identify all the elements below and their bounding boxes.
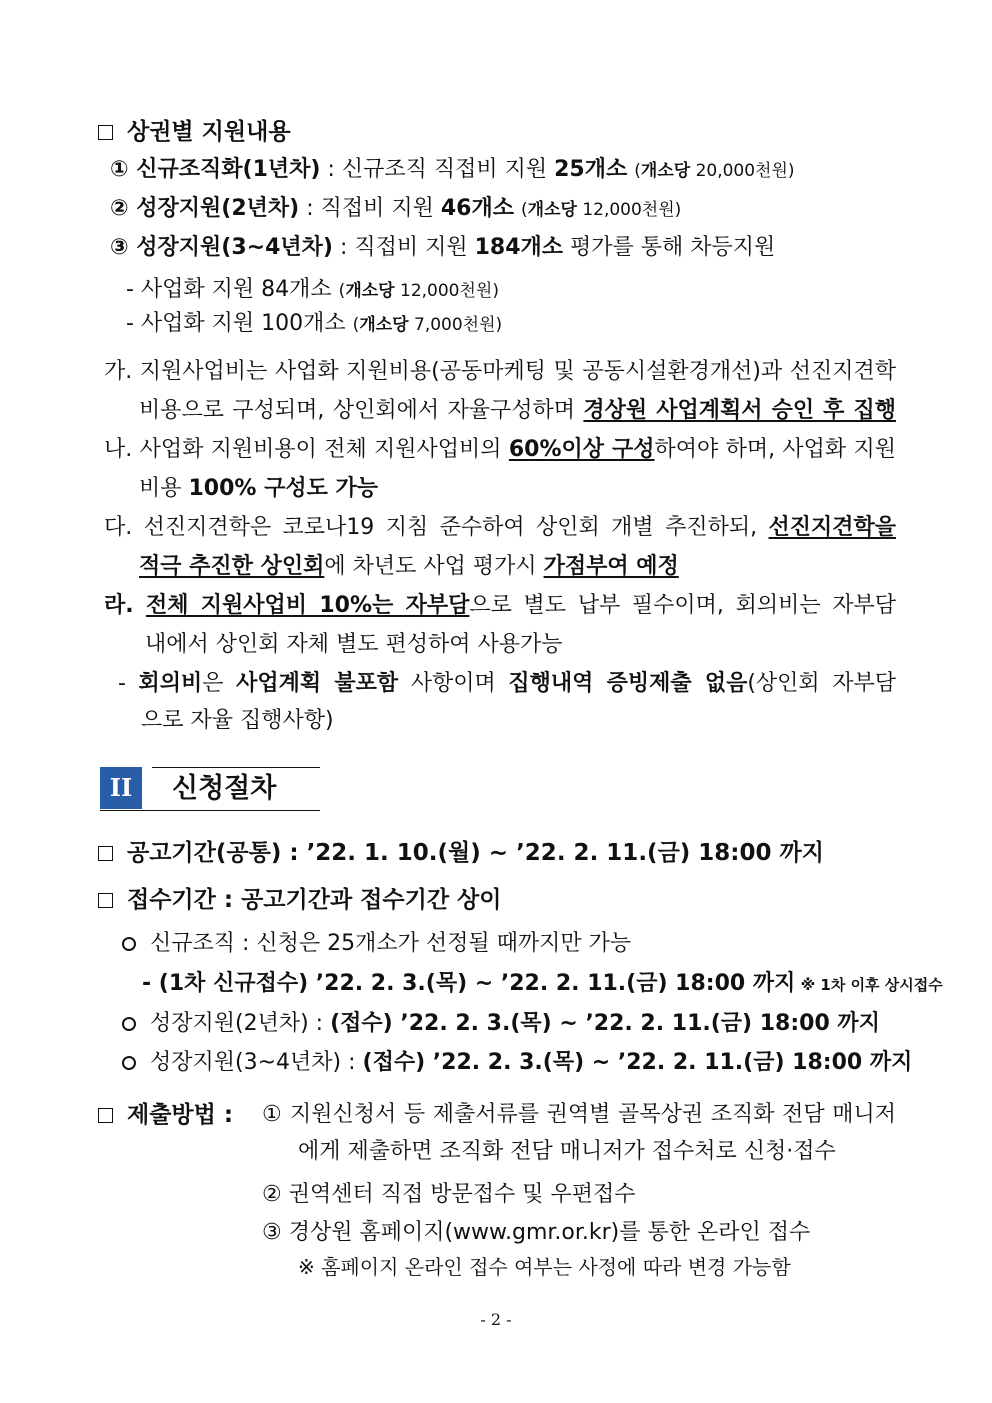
receipt-new-org-detail: - (1차 신규접수) ’22. 2. 3.(목) ~ ’22. 2. 11.(금) 18:00 까지 ※ 1차 이후 상시접수 <box>142 971 943 996</box>
paragraph-na-line-1: 나. 사업화 지원비용이 전체 지원사업비의 60%이상 구성하여야 하며, 사업화 지원 <box>104 437 896 462</box>
submit-method-heading: 제출방법 : <box>98 1100 241 1130</box>
checkbox-square-icon <box>98 846 113 861</box>
checkbox-square-icon <box>98 893 113 908</box>
submit-method-2: ② 권역센터 직접 방문접수 및 우편접수 <box>262 1182 636 1207</box>
support-sub-item-1: - 사업화 지원 84개소 (개소당 12,000천원) <box>126 277 499 302</box>
meeting-cost-line-1: - 회의비은 사업계획 불포함 사항이며 집행내역 증빙제출 없음(상인회 자부담 <box>118 671 897 696</box>
submit-note: ※ 홈페이지 온라인 접수 여부는 사정에 따라 변경 가능함 <box>298 1255 791 1279</box>
section-bottom-rule <box>100 810 320 811</box>
paragraph-da-line-2: 적극 추진한 상인회에 차년도 사업 평가시 가점부여 예정 <box>139 554 679 579</box>
receipt-new-org: 신규조직 : 신청은 25개소가 선정될 때까지만 가능 <box>122 929 631 959</box>
circle-bullet-icon <box>122 1056 136 1070</box>
receipt-growth-2y: 성장지원(2년차) : (접수) ’22. 2. 3.(목) ~ ’22. 2. 11.(금) 18:00 까지 <box>122 1009 880 1039</box>
support-sub-item-2: - 사업화 지원 100개소 (개소당 7,000천원) <box>126 311 503 336</box>
paragraph-na-line-2: 비용 100% 구성도 가능 <box>139 476 379 501</box>
section-top-rule <box>152 767 320 768</box>
paragraph-ra-line-2: 내에서 상인회 자체 별도 편성하여 사용가능 <box>145 632 563 657</box>
section-number-badge: II <box>100 767 142 809</box>
submit-method-1-line-1: ① 지원신청서 등 제출서류를 권역별 골목상권 조직화 전담 매니저 <box>262 1102 896 1127</box>
support-item-3: ③ 성장지원(3~4년차) : 직접비 지원 184개소 평가를 통해 차등지원 <box>110 235 776 260</box>
section-title-procedure: 신청절차 <box>172 773 277 804</box>
receipt-period-heading: 접수기간 : 공고기간과 접수기간 상이 <box>98 885 502 915</box>
paragraph-ra-line-1: 라. 전체 지원사업비 10%는 자부담으로 별도 납부 필수이며, 회의비는 자부담 <box>104 593 896 618</box>
receipt-growth-3-4y: 성장지원(3~4년차) : (접수) ’22. 2. 3.(목) ~ ’22. 2. 11.(금) 18:00 까지 <box>122 1048 912 1078</box>
checkbox-square-icon <box>98 1108 113 1123</box>
paragraph-da-line-1: 다. 선진지견학은 코로나19 지침 준수하여 상인회 개별 추진하되, 선진지견학을 <box>104 515 896 540</box>
circle-bullet-icon <box>122 937 136 951</box>
section-heading-support: 상권별 지원내용 <box>98 117 291 147</box>
paragraph-ga-line-1: 가. 지원사업비는 사업화 지원비용(공동마케팅 및 공동시설환경개선)과 선진지견학 <box>104 359 896 384</box>
circle-bullet-icon <box>122 1017 136 1031</box>
announcement-period: 공고기간(공통) : ’22. 1. 10.(월) ~ ’22. 2. 11.(금) 18:00 까지 <box>98 838 824 868</box>
paragraph-ga-line-2: 비용으로 구성되며, 상인회에서 자율구성하며 경상원 사업계획서 승인 후 집행 <box>139 398 896 423</box>
support-item-2: ② 성장지원(2년차) : 직접비 지원 46개소 (개소당 12,000천원) <box>110 196 682 221</box>
meeting-cost-line-2: 으로 자율 집행사항) <box>141 708 334 733</box>
support-item-1: ① 신규조직화(1년차) : 신규조직 직접비 지원 25개소 (개소당 20,000천원) <box>110 157 795 182</box>
submit-method-3: ③ 경상원 홈페이지(www.gmr.or.kr)를 통한 온라인 접수 <box>262 1220 811 1245</box>
page-number: - 2 - <box>480 1310 512 1329</box>
submit-method-1-line-2: 에게 제출하면 조직화 전담 매니저가 접수처로 신청·접수 <box>298 1139 836 1164</box>
checkbox-square-icon <box>98 125 113 140</box>
